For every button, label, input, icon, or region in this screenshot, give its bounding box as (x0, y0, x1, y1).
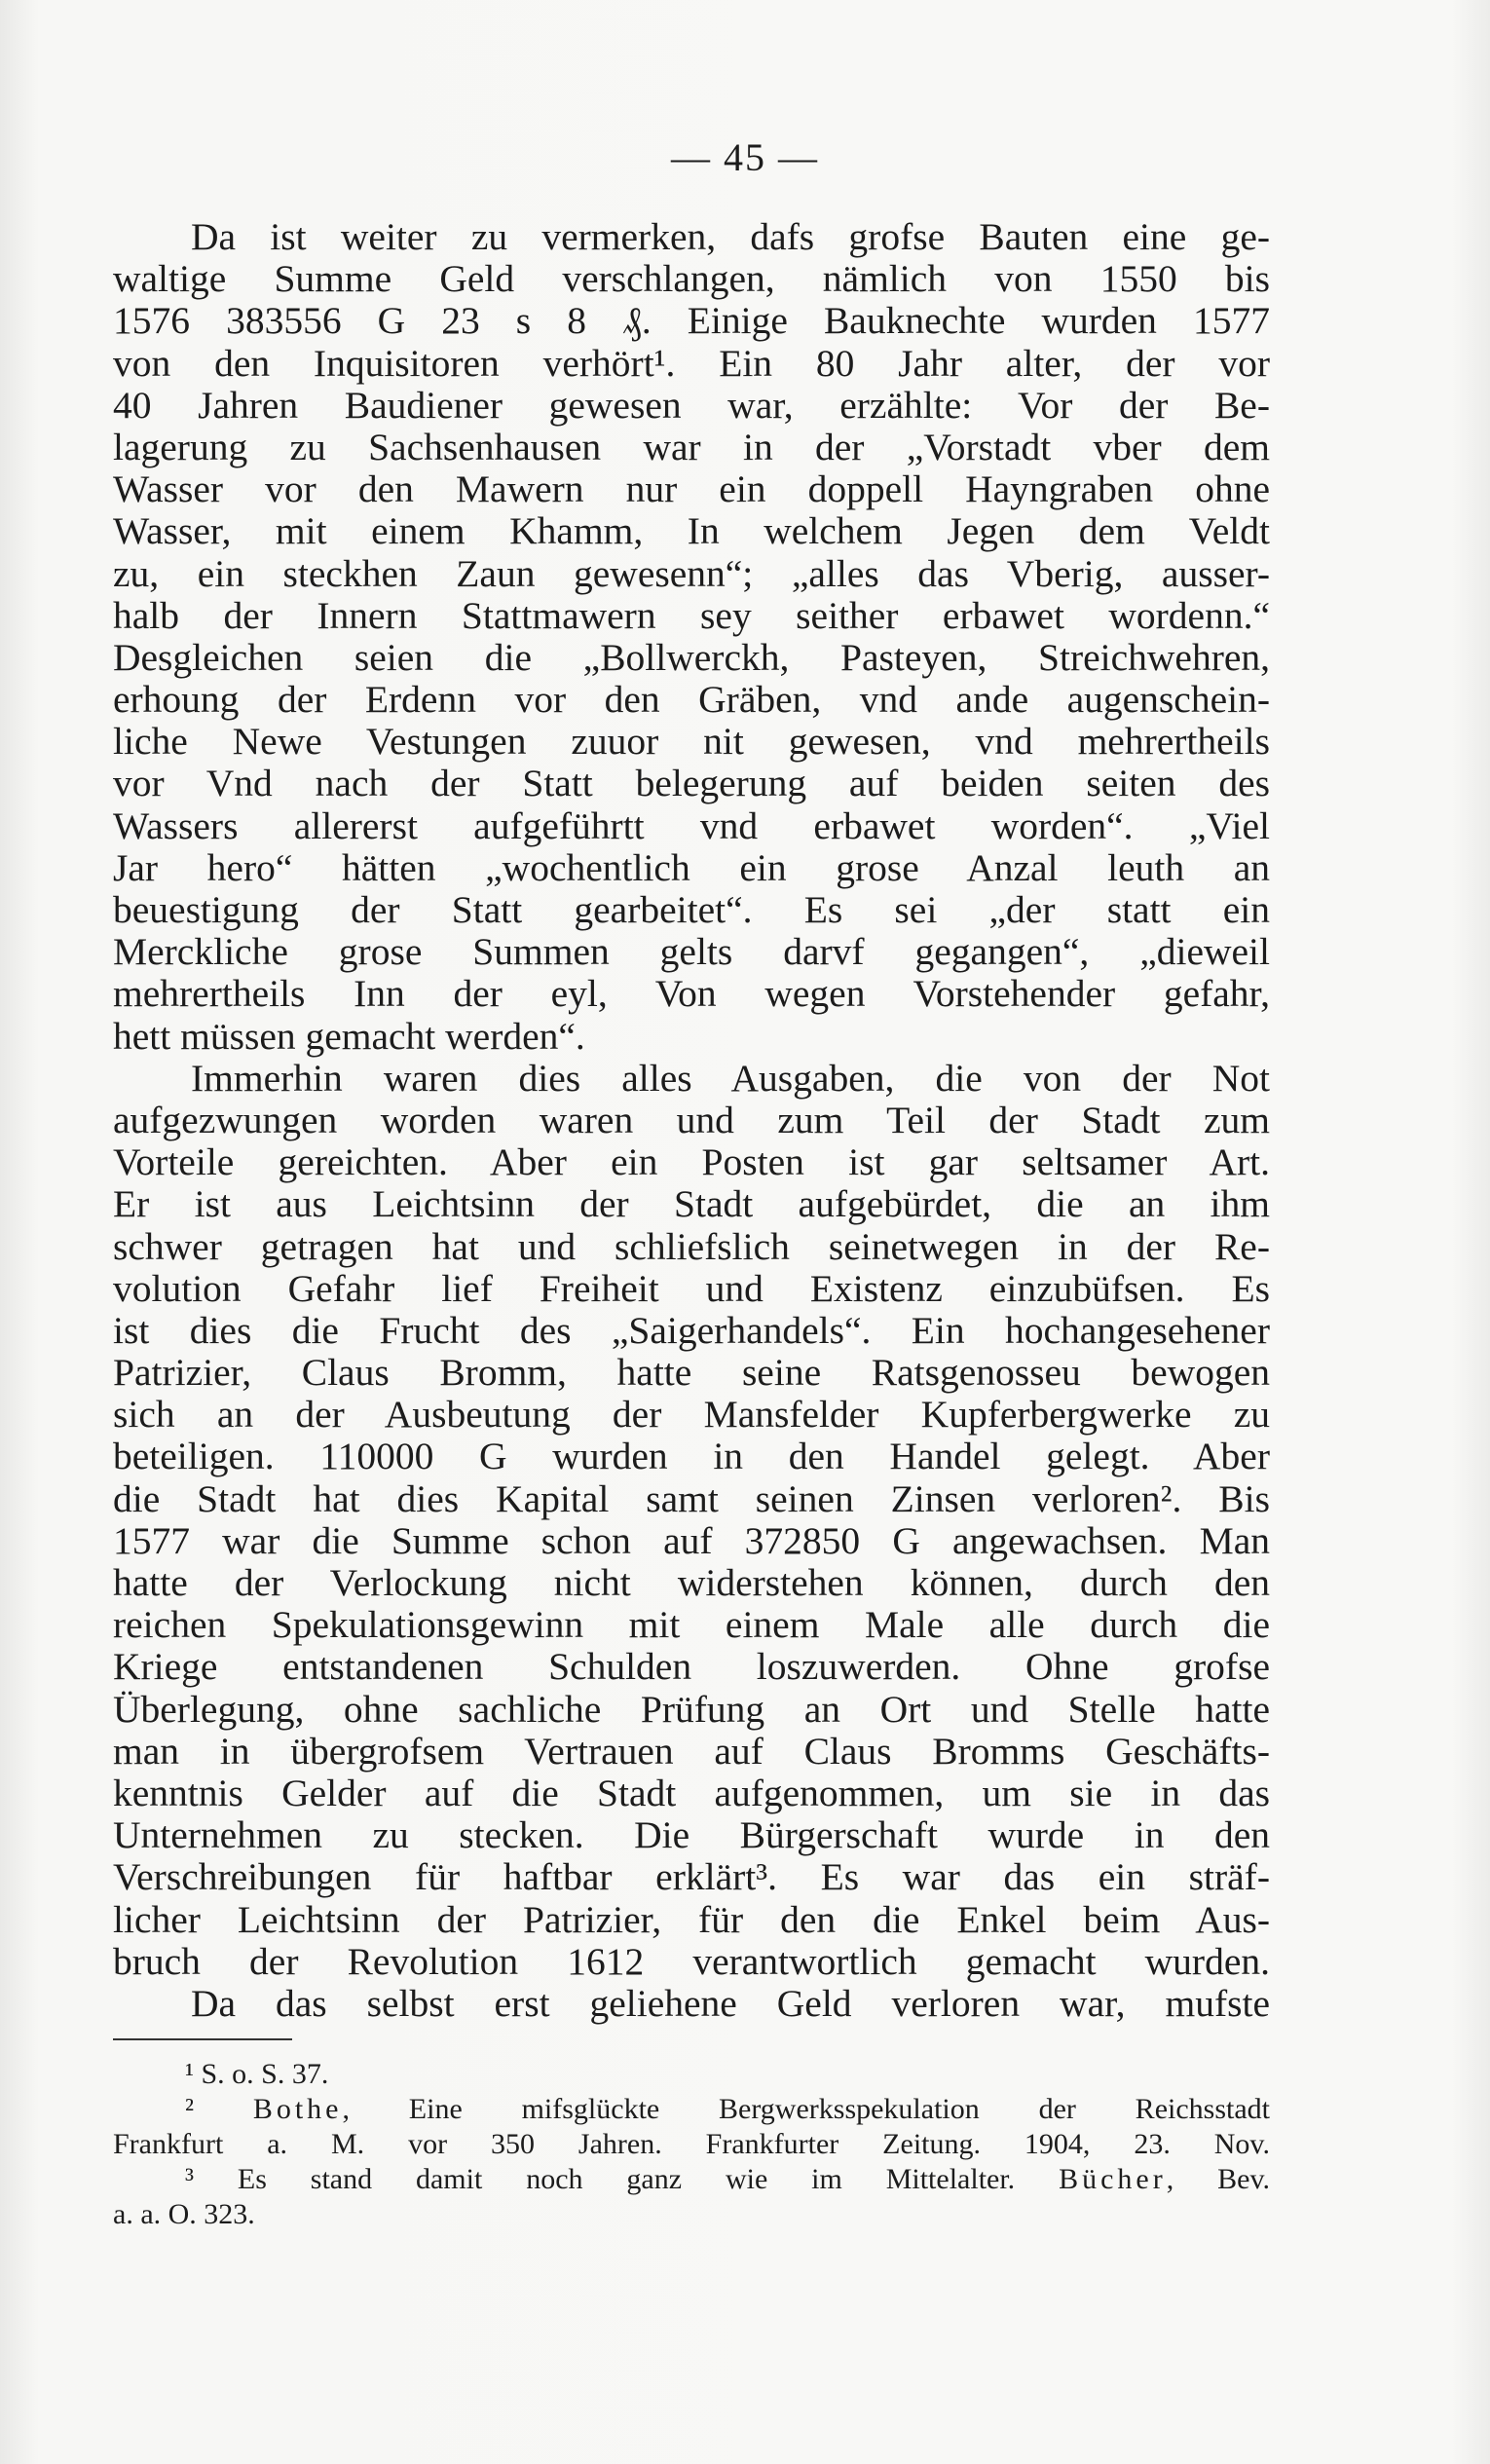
text-line: lagerung zu Sachsenhausen war in der „Vorstadt vber dem (113, 425, 1270, 468)
text-line: volution Gefahr lief Freiheit und Existenz einzubüfsen. Es (113, 1266, 1270, 1310)
text-line: Überlegung, ohne sachliche Prüfung an Ort und Stelle hatte (113, 1687, 1270, 1731)
footnote-2-marker: ² (185, 2093, 194, 2125)
text-line: licher Leichtsinn der Patrizier, für den die Enkel beim Aus- (113, 1897, 1270, 1941)
footnote-2 (113, 2092, 1270, 2127)
text-line: Jar hero“ hätten „wochentlich ein grose Anzal leuth an (113, 845, 1270, 889)
text-line: liche Newe Vestungen zuuor nit gewesen, vnd mehrertheils (113, 720, 1270, 764)
text-line: Kriege entstandenen Schulden loszuwerden. Ohne grofse (113, 1645, 1270, 1689)
footnote-separator (113, 2038, 292, 2040)
text-line: reichen Spekulationsgewinn mit einem Male alle durch die (113, 1603, 1270, 1647)
text-line: hett müssen gemacht werden“. (113, 1014, 585, 1058)
text-line: beuestigung der Statt gearbeitet“. Es sei „der statt ein (113, 888, 1270, 931)
footnote-2-author: Bothe (252, 2093, 343, 2125)
text-line: zu, ein steckhen Zaun gewesenn“; „alles das Vberig, ausser- (113, 551, 1270, 595)
text-line: schwer getragen hat und schliefslich seinetwegen in der Re- (113, 1224, 1270, 1268)
text-line: mehrertheils Inn der eyl, Von wegen Vorstehender gefahr, (113, 972, 1270, 1016)
footnote-3-text: ³ Es stand damit noch ganz wie im Mittelalter. (185, 2163, 1016, 2195)
body-text (113, 216, 1270, 2025)
text-line: kenntnis Gelder auf die Stadt aufgenommen, um sie in das (113, 1771, 1270, 1814)
text-line: Patrizier, Claus Bromm, hatte seine Ratsgenosseu bewogen (113, 1351, 1270, 1395)
text-line: bruch der Revolution 1612 verantwortlich gemacht wurden. (113, 1939, 1270, 1983)
text-line: 1577 war die Summe schon auf 372850 G angewachsen. Man (113, 1518, 1270, 1562)
text-line: waltige Summe Geld verschlangen, nämlich von 1550 bis (113, 257, 1270, 301)
text-line: erhoung der Erdenn vor den Gräben, vnd ande augenschein- (113, 678, 1270, 722)
footnote-2-line-2: Frankfurt a. M. vor 350 Jahren. Frankfurter Zeitung. 1904, 23. Nov. (113, 2128, 1270, 2160)
page-number: — 45 — (671, 135, 819, 179)
text-line: Desgleichen seien die „Bollwerckh, Pasteyen, Streichwehren, (113, 635, 1270, 679)
text-line: aufgezwungen worden waren und zum Teil der Stadt zum (113, 1098, 1270, 1141)
text-line: von den Inquisitoren verhört¹. Ein 80 Jahr alter, der vor (113, 341, 1270, 385)
text-line: die Stadt hat dies Kapital samt seinen Zinsen verloren². Bis (113, 1476, 1270, 1520)
footnote-3 (113, 2162, 1270, 2197)
text-line: Merckliche grose Summen gelts darvf gegangen“, „dieweil (113, 930, 1270, 974)
text-line: ist dies die Frucht des „Saigerhandels“. Ein hochangesehener (113, 1308, 1270, 1352)
text-line: halb der Innern Stattmawern sey seither erbawet wordenn.“ (113, 593, 1270, 637)
footnotes (113, 2057, 1270, 2232)
footnote-1: ¹ S. o. S. 37. (185, 2058, 329, 2090)
text-line: hatte der Verlockung nicht widerstehen können, durch den (113, 1561, 1270, 1604)
text-line: Vorteile gereichten. Aber ein Posten ist gar seltsamer Art. (113, 1140, 1270, 1184)
text-line: man in übergrofsem Vertrauen auf Claus Bromms Geschäfts- (113, 1729, 1270, 1773)
footnote-2-text: , Eine mifsglückte Bergwerksspekulation der Reichsstadt (342, 2093, 1270, 2125)
text-line: 1576 383556 G 23 s 8 ₰. Einige Bauknechte wurden 1577 (113, 299, 1270, 343)
text-line: Wasser vor den Mawern nur ein doppell Hayngraben ohne (113, 467, 1270, 511)
text-line: Wasser, mit einem Khamm, In welchem Jegen dem Veldt (113, 509, 1270, 553)
footnote-3-end: , Bev. (1166, 2163, 1271, 2195)
text-line: beteiligen. 110000 G wurden in den Handel gelegt. Aber (113, 1435, 1270, 1478)
text-line: 40 Jahren Baudiener gewesen war, erzählte: Vor der Be- (113, 383, 1270, 427)
text-line: Verschreibungen für haftbar erklärt³. Es war das ein sträf- (113, 1855, 1270, 1899)
footnote-3-line-2: a. a. O. 323. (113, 2198, 255, 2230)
text-line: Da das selbst erst geliehene Geld verloren war, mufste (191, 1981, 1270, 2025)
text-line: Da ist weiter zu vermerken, dafs grofse Bauten eine ge- (191, 215, 1270, 258)
footnote-3-author: Bücher (1059, 2163, 1167, 2195)
text-line: Immerhin waren dies alles Ausgaben, die von der Not (191, 1056, 1270, 1100)
text-line: Er ist aus Leichtsinn der Stadt aufgebürdet, die an ihm (113, 1182, 1270, 1226)
text-line: Wassers allererst aufgeführtt vnd erbawet worden“. „Viel (113, 803, 1270, 847)
text-line: sich an der Ausbeutung der Mansfelder Kupferbergwerke zu (113, 1393, 1270, 1437)
text-line: Unternehmen zu stecken. Die Bürgerschaft wurde in den (113, 1813, 1270, 1857)
text-line: vor Vnd nach der Statt belegerung auf beiden seiten des (113, 762, 1270, 805)
